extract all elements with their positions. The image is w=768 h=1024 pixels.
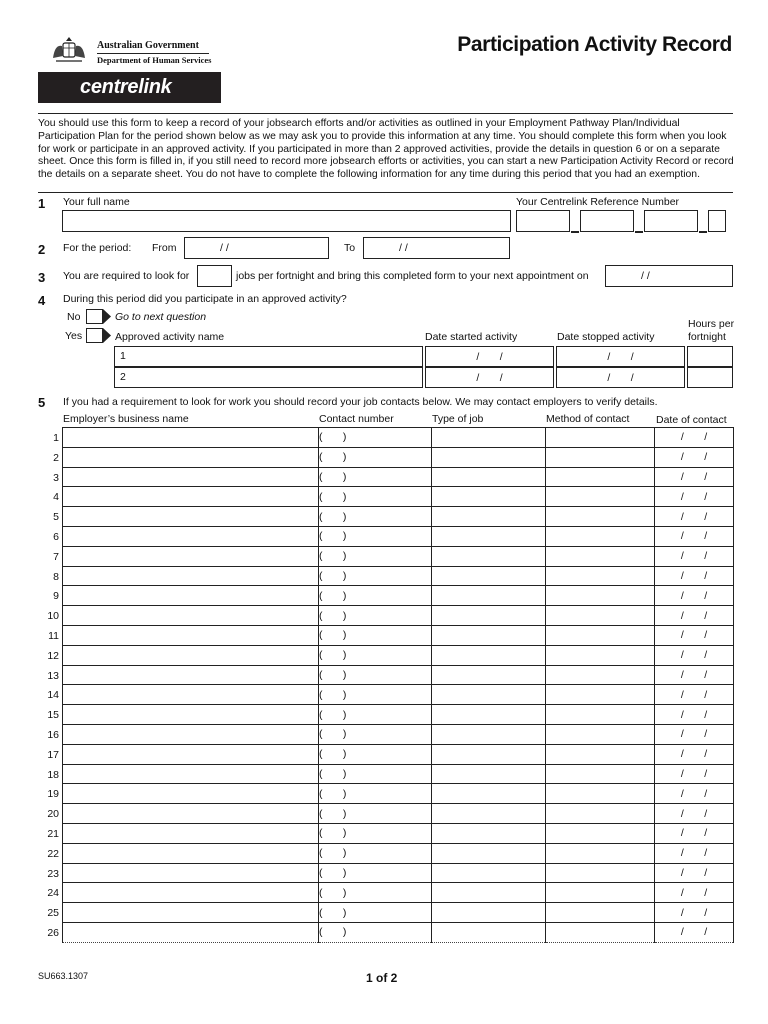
jobs-per-fortnight-input[interactable] <box>197 265 232 287</box>
row-number: 26 <box>47 926 59 939</box>
question-5-number: 5 <box>38 395 46 410</box>
contact-number-input[interactable]: ( ) <box>319 685 432 705</box>
row-number: 11 <box>48 629 59 642</box>
employer-name-input[interactable] <box>47 606 319 626</box>
intro-text: You should use this form to keep a record of your jobsearch efforts and/or activities as outlined in your Employment Pathway Plan/Individual Participation Plan for the period shown below as we may ask you to provide this information at any time. You should complete this form when you look for work or participate in an approved activity. If you participated in more than 2 approved activities, provide the details in question 6 or on a separate sheet. Once this form is filled in, if you still need to record more jobsearch efforts or activities, you can start a new Participation Activity Record or record the details on a separate sheet. You do not have to complete the following information for any time during this period that you had an exemption. <box>38 118 734 181</box>
job-type-input[interactable] <box>432 526 546 546</box>
activity-stop-date-input[interactable]: / / <box>556 346 685 367</box>
table-row <box>63 922 734 942</box>
contact-method-input[interactable] <box>546 724 655 744</box>
table-row <box>63 586 734 606</box>
contact-method-input[interactable] <box>546 467 655 487</box>
reference-number-label: Your Centrelink Reference Number <box>516 196 680 208</box>
contact-method-column-header: Method of contact <box>546 413 630 425</box>
employer-name-input[interactable] <box>47 665 319 685</box>
job-type-input[interactable] <box>432 764 546 784</box>
employer-name-input[interactable] <box>53 526 319 546</box>
row-number: 14 <box>47 689 59 702</box>
job-type-input[interactable] <box>432 586 546 606</box>
job-type-input[interactable] <box>432 863 546 883</box>
contact-date-input[interactable]: / / <box>655 823 734 843</box>
table-row <box>63 625 734 645</box>
row-number: 23 <box>47 867 59 880</box>
contact-date-input[interactable]: / / <box>655 922 734 942</box>
row-number: 22 <box>47 847 59 860</box>
period-to-input[interactable]: / / <box>363 237 510 259</box>
date-stopped-header: Date stopped activity <box>557 331 655 343</box>
row-number: 13 <box>47 669 59 682</box>
contact-number-input[interactable]: ( ) <box>319 883 432 903</box>
employer-name-input[interactable] <box>53 467 319 487</box>
contact-number-input[interactable]: ( ) <box>319 903 432 923</box>
contact-method-input[interactable] <box>546 744 655 764</box>
no-option-label: No <box>67 311 81 323</box>
contact-date-input[interactable]: / / <box>655 507 734 527</box>
contact-number-input[interactable]: ( ) <box>319 784 432 804</box>
header-rule <box>38 113 733 114</box>
table-row <box>63 606 734 626</box>
contact-number-input[interactable]: ( ) <box>319 606 432 626</box>
job-type-input[interactable] <box>432 665 546 685</box>
contact-method-input[interactable] <box>546 804 655 824</box>
contact-method-input[interactable] <box>546 764 655 784</box>
job-type-input[interactable] <box>432 428 546 448</box>
contact-number-column-header: Contact number <box>319 413 394 425</box>
contact-method-input[interactable] <box>546 526 655 546</box>
contact-number-input[interactable]: ( ) <box>319 428 432 448</box>
no-option-hint: Go to next question <box>115 311 207 323</box>
activity-hours-input[interactable] <box>687 346 733 367</box>
job-type-input[interactable] <box>432 903 546 923</box>
employer-name-input[interactable] <box>47 804 319 824</box>
row-number: 8 <box>53 570 59 583</box>
employer-column-header: Employer’s business name <box>63 413 189 425</box>
contact-date-input[interactable]: / / <box>655 843 734 863</box>
job-type-input[interactable] <box>432 645 546 665</box>
hours-header-line2: fortnight <box>688 331 726 343</box>
job-type-input[interactable] <box>432 823 546 843</box>
contact-method-input[interactable] <box>546 665 655 685</box>
arrow-right-icon <box>103 328 112 343</box>
intro-rule <box>38 192 733 193</box>
job-type-input[interactable] <box>432 705 546 725</box>
employer-name-input[interactable] <box>47 724 319 744</box>
form-code: SU663.1307 <box>38 971 89 981</box>
table-row <box>63 784 734 804</box>
employer-name-input[interactable] <box>47 744 319 764</box>
contact-method-input[interactable] <box>546 784 655 804</box>
row-number: 3 <box>53 471 59 484</box>
row-number: 19 <box>47 788 59 801</box>
table-row <box>63 883 734 903</box>
table-row <box>63 507 734 527</box>
contact-date-input[interactable]: / / <box>655 764 734 784</box>
contact-method-input[interactable] <box>546 843 655 863</box>
employer-name-input[interactable] <box>53 566 319 586</box>
employer-name-input[interactable] <box>47 883 319 903</box>
appointment-date-input[interactable]: / / <box>605 265 733 287</box>
job-type-input[interactable] <box>432 487 546 507</box>
question-1-number: 1 <box>38 196 46 211</box>
contact-date-input[interactable]: / / <box>655 883 734 903</box>
employer-name-input[interactable] <box>47 922 319 942</box>
table-row <box>63 685 734 705</box>
contact-date-input[interactable]: / / <box>655 546 734 566</box>
job-type-input[interactable] <box>432 744 546 764</box>
contact-date-input[interactable]: / / <box>655 705 734 725</box>
job-contacts-table <box>47 427 734 943</box>
activity-row-number: 1 <box>120 350 126 362</box>
employer-name-input[interactable] <box>53 546 319 566</box>
contact-date-input[interactable]: / / <box>655 625 734 645</box>
contact-number-input[interactable]: ( ) <box>319 566 432 586</box>
employer-name-input[interactable] <box>47 764 319 784</box>
hours-header-line1: Hours per <box>688 318 735 330</box>
contact-date-input[interactable]: / / <box>655 586 734 606</box>
job-type-input[interactable] <box>432 804 546 824</box>
row-number: 1 <box>53 432 59 444</box>
contact-method-input[interactable] <box>546 883 655 903</box>
table-row <box>63 428 734 448</box>
contact-method-input[interactable] <box>546 922 655 942</box>
contact-method-input[interactable] <box>546 447 655 467</box>
row-number: 17 <box>47 748 59 761</box>
table-row <box>63 903 734 923</box>
job-type-input[interactable] <box>432 843 546 863</box>
row-number: 4 <box>53 491 59 504</box>
page-title: Participation Activity Record <box>457 33 732 56</box>
contact-number-input[interactable]: ( ) <box>319 586 432 606</box>
period-from-input[interactable]: / / <box>184 237 329 259</box>
contact-method-input[interactable] <box>546 606 655 626</box>
full-name-input[interactable] <box>62 210 511 232</box>
job-contacts-instruction: If you had a requirement to look for work you should record your job contacts below. We may contact employers to verify details. <box>63 396 658 408</box>
activity-name-input[interactable] <box>114 346 423 367</box>
contact-number-input[interactable]: ( ) <box>319 467 432 487</box>
employer-name-input[interactable] <box>53 507 319 527</box>
row-number: 12 <box>47 649 59 662</box>
table-row <box>63 467 734 487</box>
contact-date-input[interactable]: / / <box>655 526 734 546</box>
job-type-column-header: Type of job <box>432 413 484 425</box>
jobs-required-suffix: jobs per fortnight and bring this completed form to your next appointment on <box>236 270 589 282</box>
employer-name-input[interactable] <box>47 685 319 705</box>
contact-date-input[interactable]: / / <box>655 903 734 923</box>
contact-number-input[interactable]: ( ) <box>319 487 432 507</box>
job-type-input[interactable] <box>432 566 546 586</box>
contact-date-input[interactable]: / / <box>655 428 734 448</box>
row-number: 21 <box>47 827 59 840</box>
employer-name-input[interactable] <box>47 863 319 883</box>
full-name-label: Your full name <box>63 196 130 208</box>
job-type-input[interactable] <box>432 467 546 487</box>
activity-name-header: Approved activity name <box>115 331 225 343</box>
table-row <box>63 665 734 685</box>
job-type-input[interactable] <box>432 447 546 467</box>
page-number: 1 of 2 <box>366 971 398 985</box>
centrelink-logo: centrelink <box>38 72 221 103</box>
employer-name-input[interactable] <box>47 784 319 804</box>
contact-number-input[interactable]: ( ) <box>319 724 432 744</box>
job-type-input[interactable] <box>432 685 546 705</box>
contact-date-input[interactable]: / / <box>655 447 734 467</box>
contact-number-input[interactable]: ( ) <box>319 744 432 764</box>
job-type-input[interactable] <box>432 922 546 942</box>
contact-date-input[interactable]: / / <box>655 784 734 804</box>
contact-number-input[interactable]: ( ) <box>319 843 432 863</box>
contact-date-input[interactable]: / / <box>655 744 734 764</box>
contact-method-input[interactable] <box>546 487 655 507</box>
activity-start-date-input[interactable]: / / <box>425 346 554 367</box>
table-row <box>63 744 734 764</box>
table-row <box>63 447 734 467</box>
government-name: Australian Government <box>97 40 199 51</box>
approved-activity-question: During this period did you participate in an approved activity? <box>63 293 347 305</box>
period-to-label: To <box>344 242 356 254</box>
employer-name-input[interactable] <box>47 645 319 665</box>
row-number: 6 <box>53 530 59 543</box>
contact-number-input[interactable]: ( ) <box>319 705 432 725</box>
contact-number-input[interactable]: ( ) <box>319 922 432 942</box>
contact-number-input[interactable]: ( ) <box>319 764 432 784</box>
yes-option-label: Yes <box>65 330 83 342</box>
table-row <box>63 487 734 507</box>
job-type-input[interactable] <box>432 507 546 527</box>
contact-number-input[interactable]: ( ) <box>319 507 432 527</box>
contact-date-input[interactable]: / / <box>655 566 734 586</box>
government-divider <box>97 53 209 54</box>
activity-start-date-input[interactable]: / / <box>425 367 554 388</box>
contact-method-input[interactable] <box>546 705 655 725</box>
job-type-input[interactable] <box>432 606 546 626</box>
jobs-required-label: You are required to look for <box>63 270 190 282</box>
coat-of-arms-icon <box>50 34 88 66</box>
period-from-label: From <box>152 242 177 254</box>
activity-name-input[interactable] <box>114 367 423 388</box>
table-row <box>63 645 734 665</box>
contact-date-input[interactable]: / / <box>655 804 734 824</box>
contact-method-input[interactable] <box>546 903 655 923</box>
row-number: 18 <box>47 768 59 781</box>
table-row <box>63 705 734 725</box>
contact-number-input[interactable]: ( ) <box>319 804 432 824</box>
period-label: For the period: <box>63 242 132 254</box>
contact-method-input[interactable] <box>546 645 655 665</box>
contact-date-input[interactable]: / / <box>655 487 734 507</box>
contact-method-input[interactable] <box>546 428 655 448</box>
contact-date-column-header: Date of contact <box>656 414 727 426</box>
contact-method-input[interactable] <box>546 546 655 566</box>
row-number: 10 <box>47 610 59 623</box>
yes-checkbox[interactable] <box>86 328 103 343</box>
employer-name-input[interactable] <box>47 705 319 725</box>
contact-date-input[interactable]: / / <box>655 606 734 626</box>
employer-name-input[interactable] <box>53 487 319 507</box>
contact-method-input[interactable] <box>546 685 655 705</box>
employer-name-input[interactable] <box>53 428 319 448</box>
row-number: 7 <box>53 550 59 563</box>
contact-date-input[interactable]: / / <box>655 645 734 665</box>
row-number: 16 <box>47 728 59 741</box>
employer-name-input[interactable] <box>48 625 319 645</box>
employer-name-input[interactable] <box>47 843 319 863</box>
table-row <box>63 546 734 566</box>
job-type-input[interactable] <box>432 724 546 744</box>
employer-name-input[interactable] <box>47 903 319 923</box>
table-row <box>63 823 734 843</box>
contact-number-input[interactable]: ( ) <box>319 863 432 883</box>
job-type-input[interactable] <box>432 546 546 566</box>
row-number: 5 <box>53 511 59 524</box>
employer-name-input[interactable] <box>53 586 319 606</box>
contact-method-input[interactable] <box>546 566 655 586</box>
reference-number-input[interactable] <box>516 210 726 233</box>
table-row <box>63 724 734 744</box>
question-4-number: 4 <box>38 293 46 308</box>
contact-method-input[interactable] <box>546 507 655 527</box>
activity-hours-input[interactable] <box>687 367 733 388</box>
no-checkbox[interactable] <box>86 309 103 324</box>
table-row <box>63 566 734 586</box>
arrow-right-icon <box>103 309 112 324</box>
question-2-number: 2 <box>38 242 46 257</box>
job-type-input[interactable] <box>432 883 546 903</box>
activity-stop-date-input[interactable]: / / <box>556 367 685 388</box>
table-row <box>63 863 734 883</box>
job-type-input[interactable] <box>432 784 546 804</box>
table-row <box>63 526 734 546</box>
row-number: 20 <box>47 808 59 821</box>
table-row <box>63 804 734 824</box>
row-number: 2 <box>53 451 59 464</box>
contact-number-input[interactable]: ( ) <box>319 665 432 685</box>
department-name: Department of Human Services <box>97 55 212 65</box>
question-3-number: 3 <box>38 270 46 285</box>
row-number: 15 <box>47 709 59 722</box>
contact-number-input[interactable]: ( ) <box>319 823 432 843</box>
table-row <box>63 843 734 863</box>
contact-date-input[interactable]: / / <box>655 665 734 685</box>
activity-row-number: 2 <box>120 371 126 383</box>
contact-method-input[interactable] <box>546 823 655 843</box>
contact-method-input[interactable] <box>546 586 655 606</box>
contact-date-input[interactable]: / / <box>655 863 734 883</box>
contact-date-input[interactable]: / / <box>655 685 734 705</box>
contact-method-input[interactable] <box>546 625 655 645</box>
contact-method-input[interactable] <box>546 863 655 883</box>
contact-number-input[interactable]: ( ) <box>319 625 432 645</box>
contact-date-input[interactable]: / / <box>655 724 734 744</box>
table-row <box>63 764 734 784</box>
contact-number-input[interactable]: ( ) <box>319 526 432 546</box>
contact-number-input[interactable]: ( ) <box>319 447 432 467</box>
contact-number-input[interactable]: ( ) <box>319 645 432 665</box>
employer-name-input[interactable] <box>53 447 319 467</box>
contact-number-input[interactable]: ( ) <box>319 546 432 566</box>
row-number: 9 <box>53 590 59 603</box>
job-type-input[interactable] <box>432 625 546 645</box>
row-number: 24 <box>47 887 59 900</box>
row-number: 25 <box>47 907 59 920</box>
date-started-header: Date started activity <box>425 331 518 343</box>
employer-name-input[interactable] <box>47 823 319 843</box>
contact-date-input[interactable]: / / <box>655 467 734 487</box>
